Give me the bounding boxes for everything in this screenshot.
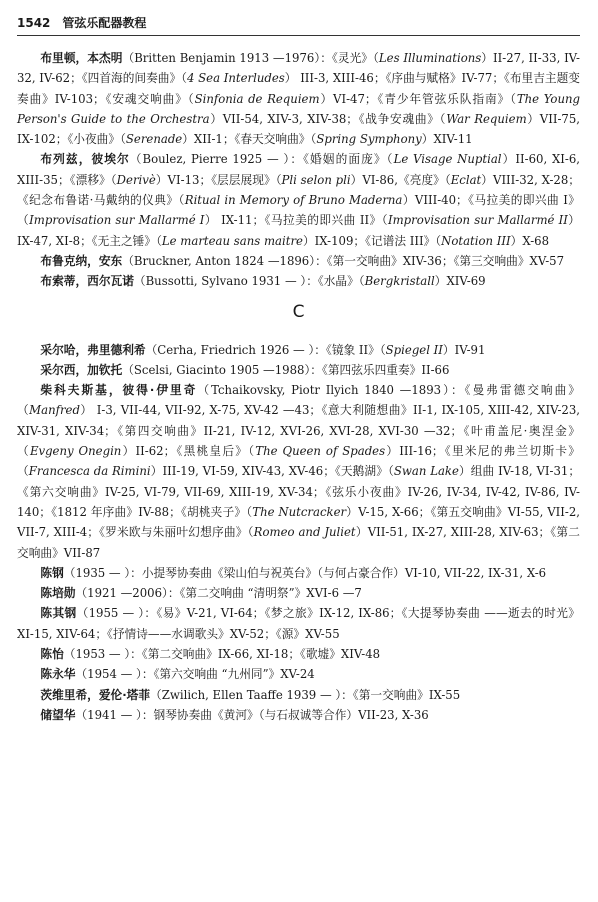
work-title-original: Bergkristall	[364, 274, 435, 289]
work-title-original: The Young Person's Guide to the Orchestra	[17, 91, 580, 126]
entry-text: ）IV-91	[442, 342, 486, 357]
entry-text: ）V-15, X-66；《第五交响曲》VI-55, VII-2, VII-7, XIII-4；《罗米欧与朱丽叶幻想序曲》（	[17, 504, 581, 540]
index-entry	[17, 360, 580, 380]
composer-name: 采尔哈，弗里德利希	[40, 342, 146, 357]
entry-text: （Bussotti, Sylvano 1931 — ）：《水晶》（	[133, 274, 365, 289]
index-entry	[17, 583, 580, 603]
composer-name: 布鲁克纳，安东	[40, 253, 123, 268]
index-entry	[17, 380, 580, 563]
work-title-original: Ritual in Memory of Bruno Maderna	[184, 193, 403, 208]
entry-text: ）III-19, VI-59, XIV-43, XV-46；《天鹅湖》（	[150, 464, 394, 479]
work-title-original: The Nutcracker	[252, 504, 347, 519]
work-title-original: Notation III	[441, 233, 511, 248]
entry-text: ）VII-75, IX-102；《小夜曲》（	[17, 111, 580, 147]
composer-name: 布列兹，彼埃尔	[40, 152, 130, 167]
composer-name: 茨维里希，爱伦·塔菲	[40, 687, 151, 702]
index-entry	[17, 603, 580, 644]
work-title-original: Derivè	[116, 172, 156, 187]
index-entry	[17, 685, 580, 705]
entry-text: ）IX-109；《记谱法 III》（	[302, 233, 442, 248]
composer-name: 陈其钢	[40, 606, 77, 621]
page-header	[17, 14, 580, 30]
entry-text: （Cerha, Friedrich 1926 — ）：《镜象 II》（	[145, 342, 386, 357]
work-title-original: 4 Sea Interludes	[187, 71, 285, 86]
entry-text: ） III-3, XIII-46；《序曲与赋格》IV-77；《布里吉主题变奏曲》IV-103；《安魂交响曲》（	[17, 71, 580, 106]
entry-text: ）III-16；《里米尼的弗兰切斯卡》（	[17, 444, 580, 479]
entry-text: ）XII-1；《春天交响曲》（	[182, 132, 317, 147]
composer-name: 陈钢	[40, 565, 64, 580]
entry-text: （1954 — ）：《第六交响曲 “九州同”》XV-24	[75, 667, 315, 682]
composer-name: 布索蒂，西尔瓦诺	[40, 274, 134, 289]
entry-text: ） IX-11；《马拉美的即兴曲 II》（	[204, 213, 388, 228]
entry-text: ）VI-47；《青少年管弦乐队指南》（	[319, 91, 517, 106]
work-title-original: Francesca da Rimini	[28, 464, 151, 479]
entry-text: ）XIV-69	[434, 274, 486, 289]
work-title-original: Evgeny Onegin	[29, 444, 122, 459]
composer-name: 柴科夫斯基，彼得·伊里奇	[40, 383, 198, 398]
index-entry	[17, 48, 580, 149]
entry-text: ） I-3, VII-44, VII-92, X-75, XV-42 —43；《意大利随想曲》II-1, IX-105, XIII-42, XIV-23, XIV-31, XIV-34；《第四交响曲》II-21, IV-12, XVI-26, XVI-28, XVI-30 —32；《叶甫盖尼·奥涅金》（	[17, 403, 580, 459]
entry-text: ）VII-54, XIV-3, XIV-38；《战争安魂曲》（	[209, 111, 447, 126]
work-title-original: Manfred	[29, 403, 80, 418]
entry-text: （1955 — ）：《易》V-21, VI-64；《梦之旅》IX-12, IX-86；《大提琴协奏曲 ——逝去的时光》XI-15, XIV-64；《抒情诗——水调歌头》XV-52；《源》XV-55	[17, 606, 580, 641]
entry-text: （Bruckner, Anton 1824 —1896）：《第一交响曲》XIV-36；《第三交响曲》XV-57	[122, 253, 565, 268]
work-title-original: Romeo and Juliet	[253, 525, 356, 540]
entry-text: （Boulez, Pierre 1925 — ）：《婚姻的面庞》（	[129, 152, 394, 167]
composer-name: 采尔西，加钦托	[40, 362, 123, 377]
index-entry	[17, 251, 580, 271]
work-title-original: Serenade	[125, 132, 183, 147]
entry-text: ）XIV-11	[421, 132, 473, 147]
entry-text: （Britten Benjamin 1913 —1976）：《灵光》（	[122, 51, 379, 65]
entry-text: ）IX-47, XI-8；《无主之锤》（	[17, 213, 580, 248]
letter-heading: C	[292, 301, 305, 322]
work-title-original: The Queen of Spades	[255, 444, 386, 459]
work-title-original: Swan Lake	[393, 464, 459, 479]
composer-name: 储望华	[40, 707, 76, 722]
composer-name: 陈永华	[40, 667, 76, 682]
work-title-original: Pli selon pli	[281, 172, 351, 187]
composer-name: 布里顿，本杰明	[40, 51, 123, 65]
index-section-b	[17, 48, 580, 292]
index-entry	[17, 149, 580, 250]
entry-text: ）II-27, II-33, IV-32, IV-62；《四首海的间奏曲》（	[17, 51, 580, 86]
entry-text: ）VII-51, IX-27, XIII-28, XIV-63；《第二交响曲》VII-87	[17, 525, 580, 560]
index-entry	[17, 271, 580, 291]
index-entry	[17, 644, 580, 664]
entry-text: （Tchaikovsky, Piotr Ilyich 1840 —1893）：《曼弗雷德交响曲》（	[17, 383, 580, 418]
work-title-original: Le Visage Nuptial	[393, 152, 502, 167]
work-title-original: Spring Symphony	[316, 132, 422, 147]
entry-text: （Zwilich, Ellen Taaffe 1939 — ）：《第一交响曲》IX-55	[150, 687, 461, 702]
entry-text: （1921 —2006）：《第二交响曲 “清明祭”》XVI-6 —7	[75, 586, 362, 601]
entry-text: （1935 — ）：小提琴协奏曲《梁山伯与祝英台》（与何占豪合作）VI-10, VII-22, IX-31, X-6	[63, 565, 547, 580]
book-title: 管弦乐配器教程	[62, 16, 147, 30]
composer-name: 陈怡	[40, 647, 64, 662]
entry-text: ）VI-86,《亮度》（	[350, 172, 451, 187]
work-title-original: Le marteau sans maitre	[161, 233, 303, 248]
entry-text: ）II-60, XI-6, XIII-35；《漂移》（	[17, 152, 580, 187]
work-title-original: Les Illuminations	[378, 51, 482, 65]
work-title-original: Improvisation sur Mallarmé I	[29, 213, 205, 228]
composer-name: 陈培勋	[40, 586, 76, 601]
entry-text: （Scelsi, Giacinto 1905 —1988）：《第四弦乐四重奏》II-66	[122, 362, 450, 377]
page-number: 1542	[17, 16, 51, 30]
entry-text: ）VIII-40；《马拉美的即兴曲 I》（	[17, 193, 580, 228]
index-entry	[17, 664, 580, 684]
index-section-c	[17, 340, 580, 726]
work-title-original: Eclat	[450, 172, 482, 187]
work-title-original: Improvisation sur Mallarmé II	[387, 213, 568, 228]
entry-text: ）VI-13；《层层展现》（	[155, 172, 282, 187]
index-entry	[17, 563, 580, 583]
entry-text: ）VIII-32, X-28；《纪念布鲁诺·马戴纳的仪典》（	[17, 172, 580, 208]
entry-text: （1953 — ）：《第二交响曲》IX-66, XI-18；《歌墟》XIV-48	[63, 647, 381, 662]
work-title-original: Spiegel II	[385, 342, 443, 357]
index-entry	[17, 340, 580, 360]
entry-text: ）组曲 IV-18, VI-31；《第六交响曲》IV-25, VI-79, VII-69, XIII-19, XV-34；《弦乐小夜曲》IV-26, IV-34, IV-42, IV-86, IV-140；《1812 年序曲》IV-88；《胡桃夹子》（	[17, 464, 581, 519]
header-rule	[17, 35, 580, 36]
work-title-original: War Requiem	[446, 111, 527, 126]
index-entry	[17, 705, 580, 725]
entry-text: ）II-62；《黑桃皇后》（	[121, 444, 256, 459]
entry-text: ）X-68	[510, 233, 550, 248]
work-title-original: Sinfonia de Requiem	[194, 91, 320, 106]
entry-text: （1941 — ）：钢琴协奏曲《黄河》（与石叔诚等合作）VII-23, X-36	[75, 707, 429, 722]
